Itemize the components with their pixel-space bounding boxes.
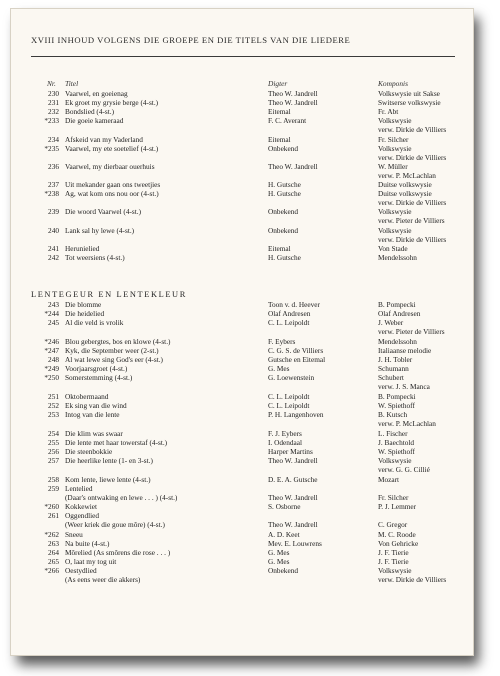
song-poet: G. Mes <box>268 548 290 557</box>
song-composer: Switserse volkswysie <box>378 98 441 107</box>
song-poet: Olaf Andresen <box>268 309 311 318</box>
song-number: 231 <box>48 98 59 107</box>
song-row <box>31 107 471 116</box>
song-title: Die goeie kameraad <box>65 116 124 125</box>
song-composer: Mendelssohn <box>378 253 417 262</box>
song-title: Al wat lewe sing God's eer (4-st.) <box>65 355 163 364</box>
song-number: 259 <box>48 484 59 493</box>
song-row <box>31 382 471 391</box>
song-poet: Theo W. Jandrell <box>268 493 318 502</box>
song-poet: G. Mes <box>268 364 290 373</box>
song-composer: Italiaanse melodie <box>378 346 432 355</box>
song-row <box>31 198 471 207</box>
song-row <box>31 144 471 153</box>
song-row <box>31 355 471 364</box>
song-row <box>31 447 471 456</box>
song-title: Die heidelied <box>65 309 105 318</box>
song-row <box>31 373 471 382</box>
song-composer: verw. Dirkie de Villiers <box>378 198 447 207</box>
song-title: Ek sing van die wind <box>65 401 127 410</box>
song-number: 243 <box>48 300 59 309</box>
song-number: 241 <box>48 244 59 253</box>
song-row <box>31 557 471 566</box>
song-number: *247 <box>44 346 59 355</box>
song-composer: Volkswysie <box>378 116 412 125</box>
song-number: 253 <box>48 410 59 419</box>
song-composer: J. H. Tobler <box>378 355 413 364</box>
song-title: Die lente met haar towerstaf (4-st.) <box>65 438 168 447</box>
song-title: Oestydlied <box>65 566 97 575</box>
song-row <box>31 171 471 180</box>
song-title: Voorjaarsgroet (4-st.) <box>65 364 128 373</box>
song-number: 248 <box>48 355 59 364</box>
song-composer: verw. Dirkie de Villiers <box>378 575 447 584</box>
song-title: Blou gebergtes, bos en klowe (4-st.) <box>65 337 171 346</box>
song-poet: H. Gutsche <box>268 189 301 198</box>
song-title: Tot weersiens (4-st.) <box>65 253 125 262</box>
song-number: 232 <box>48 107 59 116</box>
song-title: Kokkewiet <box>65 502 98 511</box>
song-composer: Volkswysie <box>378 207 412 216</box>
song-poet: C. G. S. de Villiers <box>268 346 324 355</box>
song-composer: verw. Dirkie de Villiers <box>378 153 447 162</box>
song-row <box>31 337 471 346</box>
song-row <box>31 364 471 373</box>
song-poet: Theo W. Jandrell <box>268 89 318 98</box>
song-poet: P. H. Langenhoven <box>268 410 324 419</box>
song-poet: F. C. Averant <box>268 116 307 125</box>
song-number: *235 <box>44 144 59 153</box>
song-title: Môrelied (As smôrens die rose . . . ) <box>65 548 171 557</box>
song-number: 245 <box>48 318 59 327</box>
song-row <box>31 520 471 529</box>
song-row <box>31 566 471 575</box>
song-title: Oggendlied <box>65 511 100 520</box>
song-row <box>31 475 471 484</box>
col-header-komponis: Komponis <box>378 79 408 88</box>
song-poet: D. E. A. Gutsche <box>268 475 318 484</box>
song-row <box>31 244 471 253</box>
song-composer: verw. P. McLachlan <box>378 419 436 428</box>
song-row <box>31 511 471 520</box>
song-composer: Volkswysie <box>378 566 412 575</box>
header-rule <box>31 56 455 57</box>
song-poet: Theo W. Jandrell <box>268 456 318 465</box>
song-poet: G. Loewenstein <box>268 373 315 382</box>
song-row <box>31 207 471 216</box>
song-row <box>31 318 471 327</box>
song-row <box>31 253 471 262</box>
song-composer: verw. J. S. Manca <box>378 382 430 391</box>
song-poet: Toon v. d. Heever <box>268 300 320 309</box>
song-poet: A. D. Keet <box>268 530 300 539</box>
col-header-nr: Nr. <box>47 79 56 88</box>
song-title: Afskeid van my Vaderland <box>65 135 143 144</box>
song-poet: F. Eybers <box>268 337 296 346</box>
song-composer: Fr. Silcher <box>378 135 409 144</box>
song-composer: verw. Pieter de Villiers <box>378 216 445 225</box>
song-poet: Theo W. Jandrell <box>268 520 318 529</box>
song-row <box>31 346 471 355</box>
song-number: 237 <box>48 180 59 189</box>
song-row <box>31 539 471 548</box>
song-composer: Schumann <box>378 364 409 373</box>
song-number: 257 <box>48 456 59 465</box>
song-number: 263 <box>48 539 59 548</box>
song-composer: Duitse volkswysie <box>378 189 432 198</box>
song-number: *244 <box>44 309 59 318</box>
song-row <box>31 216 471 225</box>
song-number: 265 <box>48 557 59 566</box>
song-composer: B. Pompecki <box>378 392 416 401</box>
song-title: Oktobermaand <box>65 392 109 401</box>
song-poet: Harper Martins <box>268 447 313 456</box>
song-row <box>31 235 471 244</box>
song-row <box>31 327 471 336</box>
song-title: Intog van die lente <box>65 410 120 419</box>
song-composer: J. F. Tierie <box>378 557 409 566</box>
song-composer: Fr. Abt <box>378 107 399 116</box>
song-title: Die blomme <box>65 300 102 309</box>
song-number: 234 <box>48 135 59 144</box>
song-poet: Eitemal <box>268 135 291 144</box>
song-composer: Schubert <box>378 373 404 382</box>
song-composer: J. F. Tierie <box>378 548 409 557</box>
song-row <box>31 89 471 98</box>
song-poet: G. Mes <box>268 557 290 566</box>
song-composer: verw. Dirkie de Villiers <box>378 125 447 134</box>
song-row <box>31 116 471 125</box>
song-composer: verw. Pieter de Villiers <box>378 327 445 336</box>
song-row <box>31 125 471 134</box>
page-header: XVIII INHOUD VOLGENS DIE GROEPE EN DIE TITELS VAN DIE LIEDERE <box>31 35 351 45</box>
song-number: 261 <box>48 511 59 520</box>
song-composer: Von Stade <box>378 244 408 253</box>
song-composer: verw. P. McLachlan <box>378 171 436 180</box>
song-title: Bondslied (4-st.) <box>65 107 115 116</box>
song-composer: Volkswysie <box>378 144 412 153</box>
song-row <box>31 429 471 438</box>
song-title: Vaarwel, my ete soetelief (4-st.) <box>65 144 159 153</box>
song-number: 242 <box>48 253 59 262</box>
col-header-titel: Titel <box>65 79 79 88</box>
song-row <box>31 484 471 493</box>
song-title: O, laat my tog uit <box>65 557 117 566</box>
song-title: Na buite (4-st.) <box>65 539 110 548</box>
song-number: 255 <box>48 438 59 447</box>
song-composer: Mendelssohn <box>378 337 417 346</box>
song-poet: Theo W. Jandrell <box>268 162 318 171</box>
song-title: Ag, wat kom ons nou oor (4-st.) <box>65 189 159 198</box>
song-row <box>31 438 471 447</box>
song-composer: L. Fischer <box>378 429 408 438</box>
song-row <box>31 180 471 189</box>
song-row <box>31 401 471 410</box>
song-number: 240 <box>48 226 59 235</box>
song-title: Kyk, die September weer (2-st.) <box>65 346 159 355</box>
song-title: Somerstemming (4-st.) <box>65 373 133 382</box>
song-title: Die steenbokkie <box>65 447 113 456</box>
song-title: Vaarwel, my dierbaar ouerhuis <box>65 162 155 171</box>
song-number: 251 <box>48 392 59 401</box>
song-number: 230 <box>48 89 59 98</box>
song-number: *250 <box>44 373 59 382</box>
song-title: Uit mekander gaan ons tweetjies <box>65 180 161 189</box>
song-row <box>31 226 471 235</box>
song-number: *246 <box>44 337 59 346</box>
song-poet: Onbekend <box>268 207 298 216</box>
song-poet: C. L. Leipoldt <box>268 401 310 410</box>
song-poet: H. Gutsche <box>268 253 301 262</box>
song-composer: Von Gehricke <box>378 539 419 548</box>
song-composer: Duitse volkswysie <box>378 180 432 189</box>
song-poet: Gutsche en Eitemal <box>268 355 326 364</box>
song-row <box>31 135 471 144</box>
song-poet: Eitemal <box>268 244 291 253</box>
section-heading: LENTEGEUR EN LENTEKLEUR <box>31 290 187 299</box>
song-number: 252 <box>48 401 59 410</box>
song-row <box>31 502 471 511</box>
song-number: 256 <box>48 447 59 456</box>
song-composer: Fr. Silcher <box>378 493 409 502</box>
song-poet: H. Gutsche <box>268 180 301 189</box>
song-row <box>31 98 471 107</box>
col-header-digter: Digter <box>268 79 288 88</box>
song-composer: verw. G. G. Cillié <box>378 465 430 474</box>
song-poet: F. J. Eybers <box>268 429 302 438</box>
song-number: 236 <box>48 162 59 171</box>
song-number: 254 <box>48 429 59 438</box>
song-composer: Mozart <box>378 475 400 484</box>
song-composer: Volkswysie <box>378 226 412 235</box>
song-composer: verw. Dirkie de Villiers <box>378 235 447 244</box>
song-number: *233 <box>44 116 59 125</box>
song-title: Al die veld is vrolik <box>65 318 124 327</box>
song-title: Lentelied <box>65 484 93 493</box>
song-poet: Onbekend <box>268 226 298 235</box>
song-row <box>31 575 471 584</box>
song-number: 264 <box>48 548 59 557</box>
song-composer: P. J. Lemmer <box>378 502 417 511</box>
song-composer: B. Kutsch <box>378 410 408 419</box>
song-number: *260 <box>44 502 59 511</box>
song-row <box>31 493 471 502</box>
song-composer: M. C. Roode <box>378 530 416 539</box>
song-composer: W. Spiethoff <box>378 401 415 410</box>
song-title: Lank sal hy lewe (4-st.) <box>65 226 135 235</box>
song-row <box>31 189 471 198</box>
song-composer: Volkswysie uit Sakse <box>378 89 440 98</box>
song-title: (Weer kriek die goue môre) (4-st.) <box>65 520 165 529</box>
song-title: (As eens weer die akkers) <box>65 575 141 584</box>
song-row <box>31 309 471 318</box>
song-number: *249 <box>44 364 59 373</box>
song-title: Vaarwel, en goeienag <box>65 89 128 98</box>
song-poet: C. L. Leipoldt <box>268 392 310 401</box>
song-row <box>31 162 471 171</box>
song-composer: J. Baechtold <box>378 438 415 447</box>
song-number: 239 <box>48 207 59 216</box>
song-title: Die klim was swaar <box>65 429 123 438</box>
song-poet: C. L. Leipoldt <box>268 318 310 327</box>
song-title: (Daar's ontwaking en lewe . . . ) (4-st.) <box>65 493 178 502</box>
song-composer: Volkswysie <box>378 456 412 465</box>
song-row <box>31 548 471 557</box>
song-title: Die heerlike lente (1- en 3-st.) <box>65 456 153 465</box>
song-title: Sneeu <box>65 530 83 539</box>
song-composer: C. Gregor <box>378 520 408 529</box>
song-number: *266 <box>44 566 59 575</box>
book-page <box>10 8 474 656</box>
song-number: 258 <box>48 475 59 484</box>
song-poet: S. Osborne <box>268 502 301 511</box>
song-composer: Olaf Andresen <box>378 309 421 318</box>
song-number: *238 <box>44 189 59 198</box>
song-row <box>31 419 471 428</box>
song-row <box>31 465 471 474</box>
song-poet: Onbekend <box>268 566 298 575</box>
song-title: Herunielied <box>65 244 100 253</box>
song-row <box>31 530 471 539</box>
song-row <box>31 300 471 309</box>
song-composer: W. Spiethoff <box>378 447 415 456</box>
song-row <box>31 392 471 401</box>
song-row <box>31 410 471 419</box>
song-composer: B. Pompecki <box>378 300 416 309</box>
song-composer: W. Müller <box>378 162 408 171</box>
song-composer: J. Weber <box>378 318 404 327</box>
song-row <box>31 153 471 162</box>
song-poet: Eitemal <box>268 107 291 116</box>
song-title: Die woord Vaarwel (4-st.) <box>65 207 142 216</box>
song-poet: Mev. E. Louwrens <box>268 539 322 548</box>
song-row <box>31 456 471 465</box>
song-number: *262 <box>44 530 59 539</box>
song-poet: Onbekend <box>268 144 298 153</box>
song-poet: Theo W. Jandrell <box>268 98 318 107</box>
song-title: Kom lente, liewe lente (4-st.) <box>65 475 151 484</box>
song-title: Ek groet my grysie berge (4-st.) <box>65 98 159 107</box>
song-poet: I. Odendaal <box>268 438 303 447</box>
